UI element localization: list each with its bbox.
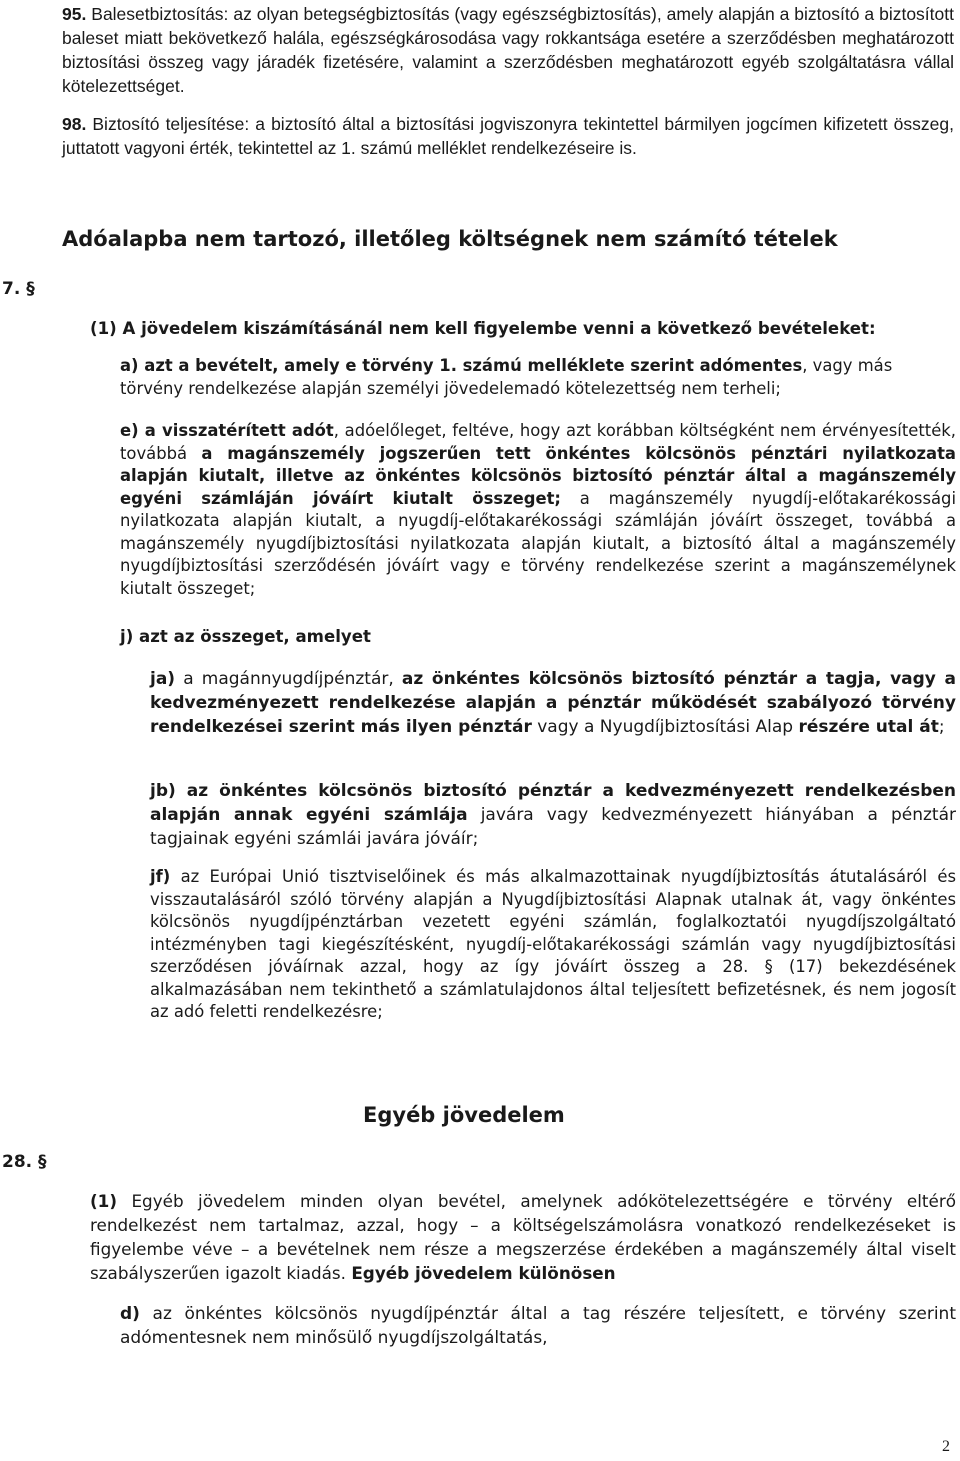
section-7-heading: Adóalapba nem tartozó, illetőleg költségnek nem számító tételek xyxy=(62,227,838,251)
page-number: 2 xyxy=(942,1438,950,1455)
paragraph-label: (1) xyxy=(90,1191,118,1211)
section-7-number: 7. § xyxy=(2,279,35,299)
definition-text: Balesetbiztosítás: az olyan betegségbiztosítás (vagy egészségbiztosítás), amely alapján a biztosító a biztosított baleset miatt bekövetkező halála, egészségkárosodása vagy rokkantsága esetére a szerződésben meghatározott biztosítási összeg vagy járadék fizetésére, valamint a szerződésben meghatározott egyéb szolgáltatásra vállal kötelezettséget. xyxy=(62,4,954,96)
section-28-item-d: d) az önkéntes kölcsönös nyugdíjpénztár által a tag részére teljesített, e törvény szerint adómentesnek nem minősülő nyugdíjszolgáltatás, xyxy=(120,1304,956,1348)
item-label: j) xyxy=(120,627,134,646)
section-7-paragraph-1: (1) A jövedelem kiszámításánál nem kell figyelembe venni a következő bevételeket: xyxy=(90,319,876,338)
definition-number: 98. xyxy=(62,114,87,134)
item-label: jf) xyxy=(150,867,171,886)
item-label: e) xyxy=(120,421,139,440)
definition-text: Biztosító teljesítése: a biztosító által a biztosítási jogviszonyra tekintettel bármilyen jogcímen kifizetett összeg, juttatott vagyoni érték, tekintettel az 1. számú melléklet rendelkezéseire is. xyxy=(62,114,954,158)
section-7-item-ja: ja) a magánnyugdíjpénztár, az önkéntes kölcsönös biztosító pénztár a tagja, vagy a kedvezményezett rendelkezése alapján a pénztár működését szabályozó törvény rendelkezései szerint más ilyen pénztár vagy a Nyugdíjbiztosítási Alap részére utal át; xyxy=(150,669,957,737)
definition-98 xyxy=(62,112,954,160)
section-7-item-j: j) azt az összeget, amelyet xyxy=(120,627,371,646)
section-7-item-a: a) azt a bevételt, amely e törvény 1. számú melléklete szerint adómentes, vagy más törvény rendelkezése alapján személyi jövedelemadó kötelezettség nem terheli; xyxy=(120,356,893,398)
section-28-heading: Egyéb jövedelem xyxy=(363,1103,565,1127)
section-7-item-e: e) a visszatérített adót, adóelőleget, feltéve, hogy azt korábban költségként nem érvényesítették, továbbá a magánszemély jogszerűen tett önkéntes kölcsönös pénztári nyilatkozata alapján kiutalt, illetve az önkéntes kölcsönös biztosító pénztár által a magánszemély egyéni számláján jóváírt kiutalt összeget; a magánszemély nyugdíj-előtakarékossági nyilatkozata alapján kiutalt, a nyugdíj-előtakarékossági számláján jóváírt összeget, továbbá a magánszemély nyugdíjbiztosítási nyilatkozata alapján kiutalt, a biztosító által a magánszemély nyugdíjbiztosítási szerződésén jóváírt vagy e törvény rendelkezése szerint a magánszemélynek kiutalt összeget; xyxy=(120,421,956,598)
item-label: jb) xyxy=(150,781,176,801)
item-label: d) xyxy=(120,1304,140,1324)
section-28-paragraph-1: (1) Egyéb jövedelem minden olyan bevétel, amelynek adókötelezettségére e törvény eltérő rendelkezést nem tartalmaz, azzal, hogy – a költségelszámolásra vonatkozó rendelkezéseket is figyelembe véve – a bevételnek nem része a megszerzése érdekében a magánszemély által viselt szabályszerűen igazolt kiadás. Egyéb jövedelem különösen xyxy=(90,1191,956,1283)
item-label: ja) xyxy=(150,669,176,689)
definition-number: 95. xyxy=(62,4,87,24)
section-7-item-jf: jf) az Európai Unió tisztviselőinek és más alkalmazottainak nyugdíjbiztosítás átutalásáról és visszautalásáról szóló törvény alapján a Nyugdíjbiztosítási Alapnak utalnak át, vagy önkéntes kölcsönös nyugdíjpénztárban vezetett egyéni számlán, foglalkoztatói nyugdíjszolgáltató intézményben tagi kiegészítésként, nyugdíj-előtakarékossági számlán vagy nyugdíjbiztosítási szerződésen jóváírnak azzal, hogy az így jóváírt összeg a 28. § (17) bekezdésének alkalmazásában nem tekinthető a számlatulajdonos által teljesített befizetésnek, és nem jogosít az adó feletti rendelkezésre; xyxy=(150,867,956,1021)
section-7-item-jb: jb) az önkéntes kölcsönös biztosító pénztár a kedvezményezett rendelkezésben alapján annak egyéni számlája javára vagy kedvezményezett hiányában a pénztár tagjainak egyéni számlái javára jóváír; xyxy=(150,781,957,849)
item-label: a) xyxy=(120,356,139,375)
definition-95 xyxy=(62,2,954,98)
section-28-number: 28. § xyxy=(2,1152,47,1172)
